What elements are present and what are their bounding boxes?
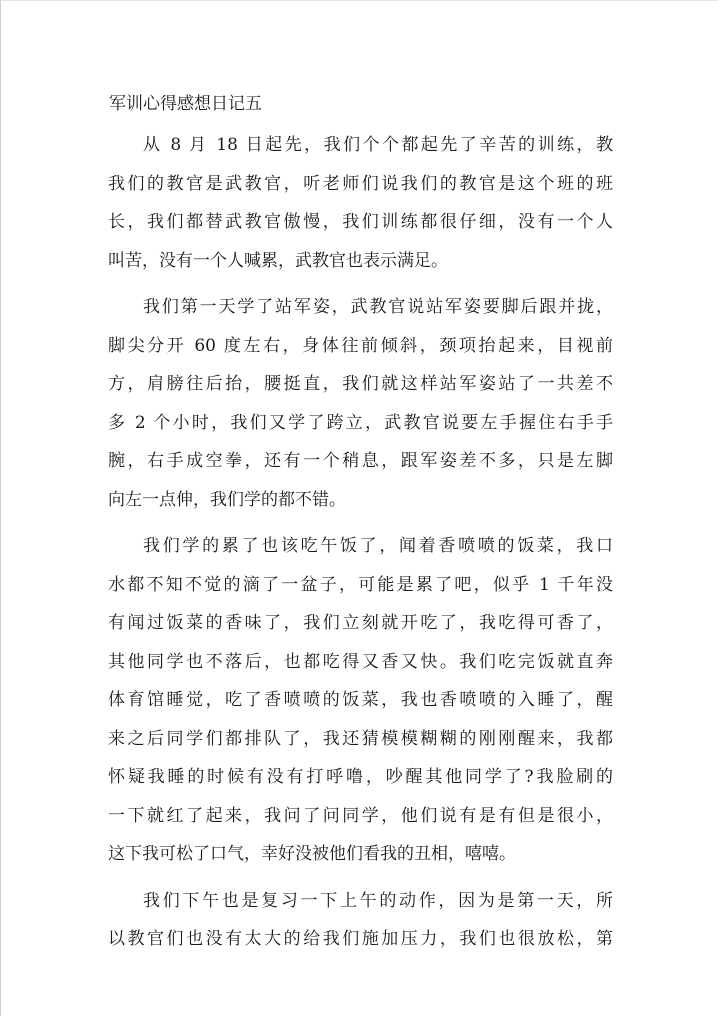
text-line: 这下我可松了口气，幸好没被他们看我的丑相，嘻嘻。	[108, 844, 516, 864]
text-line: 有闻过饭菜的香味了，我们立刻就开吃了，我吃得可香了，	[108, 613, 613, 633]
text-line: 我们学的累了也该吃午饭了，闻着香喷喷的饭菜，我口	[143, 536, 613, 556]
text-line: 一下就红了起来，我问了问同学，他们说有是有但是很小，	[108, 805, 613, 826]
text-line: 向左一点伸，我们学的都不错。	[108, 489, 346, 510]
text-line: 我们的教官是武教官，听老师们说我们的教官是这个班的班	[108, 173, 613, 194]
text-line: 体育馆睡觉，吃了香喷喷的饭菜，我也香喷喷的入睡了，醒	[108, 690, 613, 710]
text-line: 方，肩膀往后抬，腰挺直，我们就这样站军姿站了一共差不	[108, 374, 613, 394]
text-line: 叫苦，没有一个人喊累，武教官也表示满足。	[108, 250, 448, 271]
text-line: 脚尖分开 60 度左右，身体往前倾斜，颈项抬起来，目视前	[108, 335, 613, 356]
paragraph	[108, 126, 613, 280]
text-line: 怀疑我睡的时候有没有打呼噜，吵醒其他同学了?我脸刷的	[108, 767, 613, 787]
document-body	[108, 126, 613, 967]
text-line: 从 8 月 18 日起先，我们个个都起先了辛苦的训练，教	[143, 135, 613, 155]
text-line: 以教官们也没有太大的给我们施加压力，我们也很放松，第	[108, 929, 613, 949]
text-line: 腕，右手成空拳，还有一个稍息，跟军姿差不多，只是左脚	[108, 451, 613, 471]
text-line: 长，我们都替武教官傲慢，我们训练都很仔细，没有一个人	[108, 212, 613, 232]
document-title: 军训心得感想日记五	[109, 94, 262, 114]
text-line: 来之后同学们都排队了，我还猜模模糊糊的刚刚醒来，我都	[108, 728, 613, 749]
text-line: 多 2 个小时，我们又学了跨立，武教官说要左手握住右手手	[108, 412, 613, 433]
text-line: 水都不知不觉的滴了一盆子，可能是累了吧，似乎 1 千年没	[108, 574, 613, 595]
text-line: 我们下午也是复习一下上午的动作，因为是第一天，所	[143, 890, 613, 911]
paragraph	[108, 527, 613, 874]
paragraph	[108, 882, 613, 959]
paragraph	[108, 288, 613, 519]
text-line: 我们第一天学了站军姿，武教官说站军姿要脚后跟并拢，	[143, 297, 613, 317]
text-line: 其他同学也不落后，也都吃得又香又快。我们吃完饭就直奔	[108, 651, 613, 672]
